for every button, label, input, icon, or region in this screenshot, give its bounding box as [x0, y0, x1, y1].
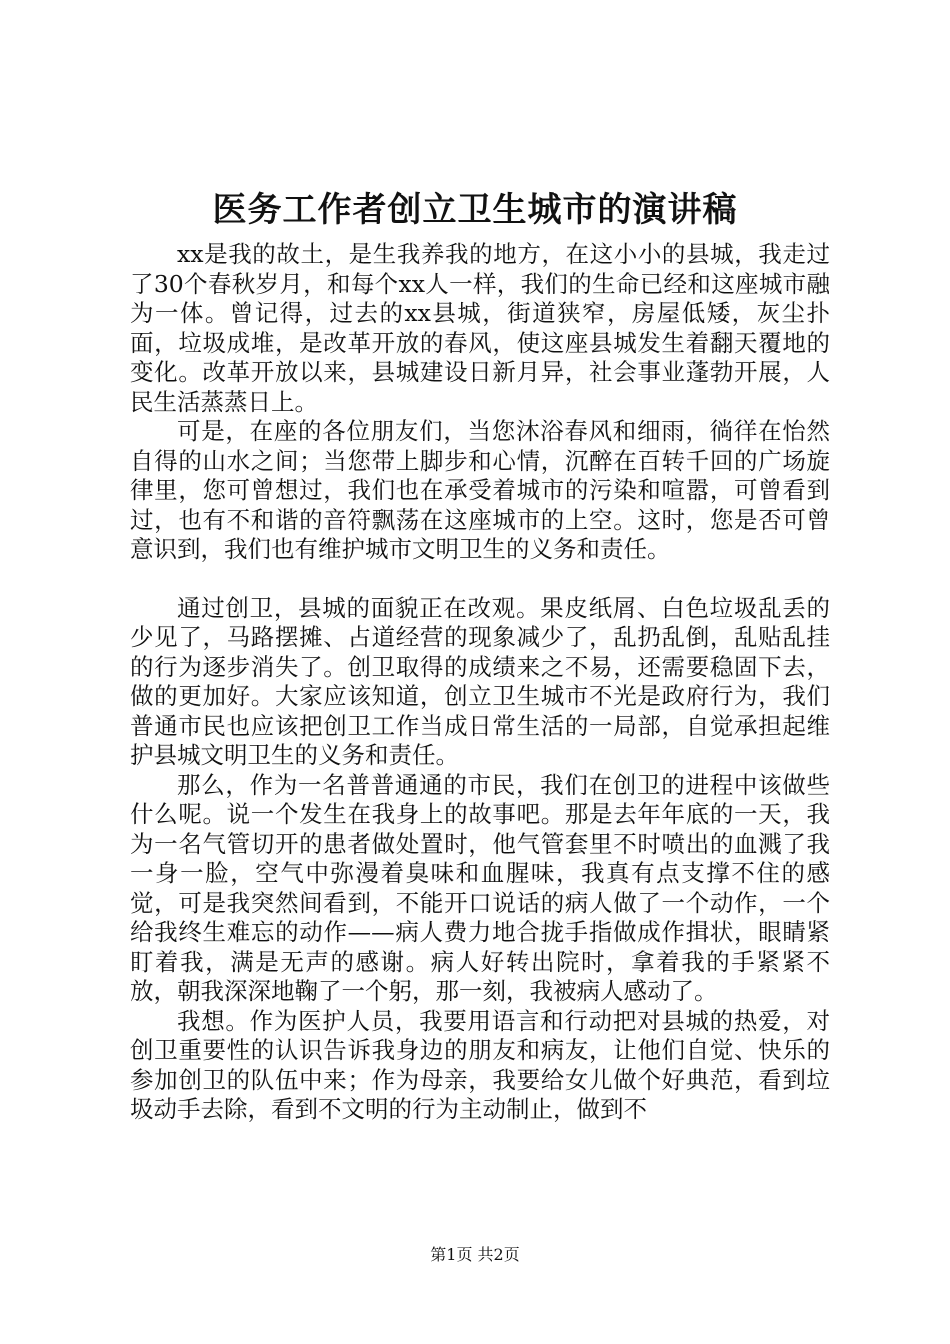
document-body: [130, 240, 830, 1125]
page-number-footer: 第1页 共2页: [430, 1245, 520, 1264]
paragraph-1: xx是我的故土，是生我养我的地方，在这小小的县城，我走过了30个春秋岁月，和每个xx人一样，我们的生命已经和这座城市融为一体。曾记得，过去的xx县城，街道狭窄，房屋低矮，灰尘扑面，垃圾成堆，是改革开放的春风，使这座县城发生着翻天覆地的变化。改革开放以来，县城建设日新月异，社会事业蓬勃开展，人民生活蒸蒸日上。: [130, 240, 830, 416]
paragraph-3: 通过创卫，县城的面貌正在改观。果皮纸屑、白色垃圾乱丢的少见了，马路摆摊、占道经营的现象减少了，乱扔乱倒，乱贴乱挂的行为逐步消失了。创卫取得的成绩来之不易，还需要稳固下去，做的更加好。大家应该知道，创立卫生城市不光是政府行为，我们普通市民也应该把创卫工作当成日常生活的一局部，自觉承担起维护县城文明卫生的义务和责任。: [130, 593, 830, 769]
document-title: 医务工作者创立卫生城市的演讲稿: [212, 190, 738, 230]
paragraph-5: 我想。作为医护人员，我要用语言和行动把对县城的热爱，对创卫重要性的认识告诉我身边的朋友和病友，让他们自觉、快乐的参加创卫的队伍中来；作为母亲，我要给女儿做个好典范，看到垃圾动手去除，看到不文明的行为主动制止，做到不: [130, 1006, 830, 1123]
paragraph-4: 那么，作为一名普普通通的市民，我们在创卫的进程中该做些什么呢。说一个发生在我身上的故事吧。那是去年年底的一天，我为一名气管切开的患者做处置时，他气管套里不时喷出的血溅了我一身一脸，空气中弥漫着臭味和血腥味，我真有点支撑不住的感觉，可是我突然间看到，不能开口说话的病人做了一个动作，一个给我终生难忘的动作——病人费力地合拢手指做成作揖状，眼睛紧盯着我，满是无声的感谢。病人好转出院时，拿着我的手紧紧不放，朝我深深地鞠了一个躬，那一刻，我被病人感动了。: [130, 770, 830, 1005]
paragraph-2: 可是，在座的各位朋友们，当您沐浴春风和细雨，徜徉在怡然自得的山水之间；当您带上脚步和心情，沉醉在百转千回的广场旋律里，您可曾想过，我们也在承受着城市的污染和喧嚣，可曾看到过，也有不和谐的音符飘荡在这座城市的上空。这时，您是否可曾意识到，我们也有维护城市文明卫生的义务和责任。: [130, 417, 830, 563]
